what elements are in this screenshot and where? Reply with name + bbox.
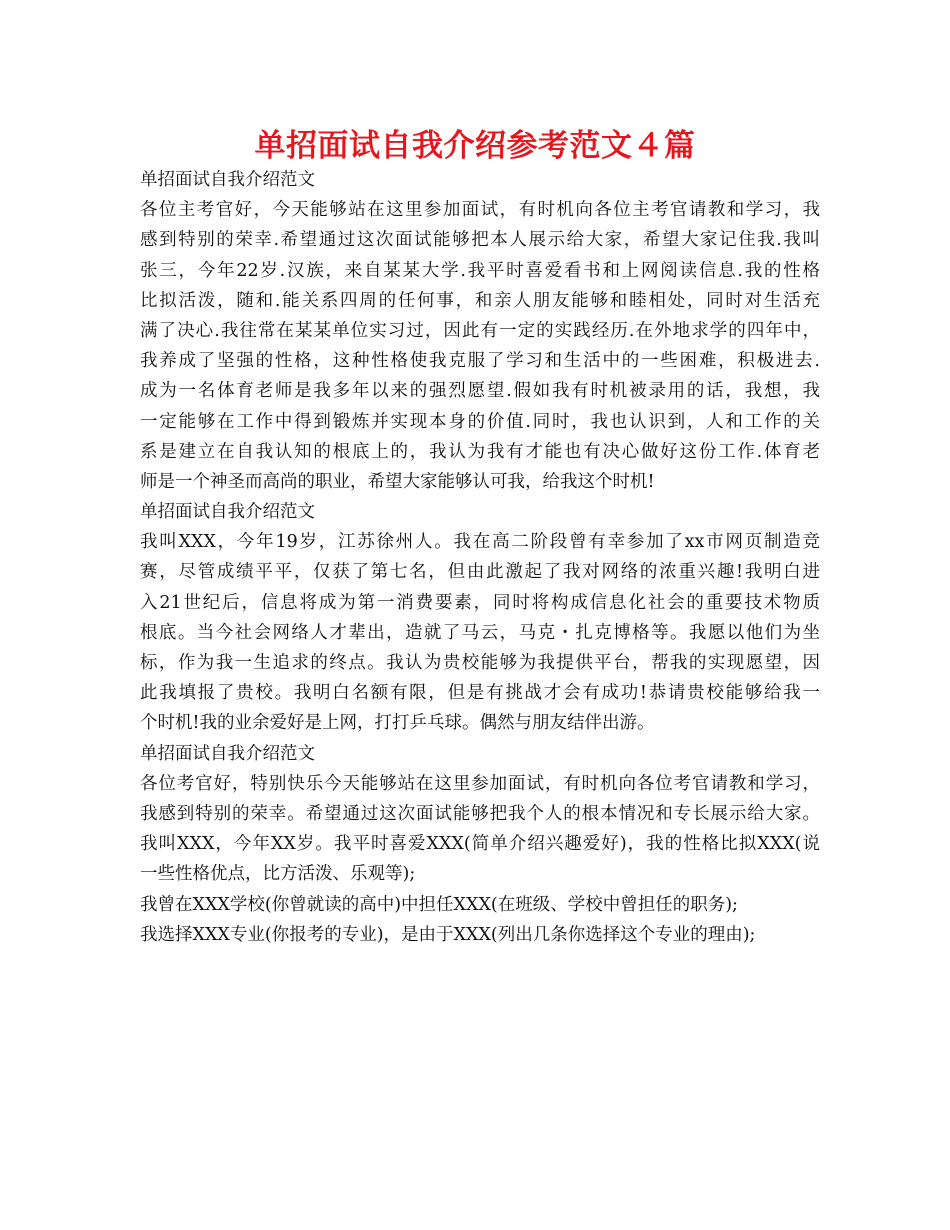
paragraph-line: 赛，尽管成绩平平，仅获了第七名，但由此激起了我对网络的浓重兴趣!我明白进: [140, 562, 820, 583]
paragraph-line: 感到特别的荣幸.希望通过这次面试能够把本人展示给大家，希望大家记住我.我叫: [140, 230, 820, 251]
paragraph-line: 个时机!我的业余爱好是上网，打打乒乓球。偶然与朋友结伴出游。: [140, 713, 655, 734]
paragraph-line: 成为一名体育老师是我多年以来的强烈愿望.假如我有时机被录用的话，我想，我: [140, 381, 820, 402]
paragraph-line: 我叫XXX，今年19岁，江苏徐州人。我在高二阶段曾有幸参加了xx市网页制造竞: [140, 532, 820, 553]
section-heading: 单招面试自我介绍范文: [140, 743, 315, 764]
paragraph-line: 系是建立在自我认知的根底上的，我认为我有才能也有决心做好这份工作.体育老: [140, 441, 820, 462]
section-heading: 单招面试自我介绍范文: [140, 170, 315, 190]
paragraph-line: 入21世纪后，信息将成为第一消费要素，同时将构成信息化社会的重要技术物质: [140, 592, 820, 613]
document-title: 单招面试自我介绍参考范文４篇: [254, 128, 696, 164]
paragraph-line: 我养成了坚强的性格，这种性格使我克服了学习和生活中的一些困难，积极进去.: [140, 351, 820, 372]
paragraph-line: 我感到特别的荣幸。希望通过这次面试能够把我个人的根本情况和专长展示给大家。: [140, 803, 820, 824]
paragraph-line: 各位主考官好，今天能够站在这里参加面试，有时机向各位主考官请教和学习，我: [140, 200, 820, 221]
section-2: [140, 497, 820, 739]
paragraph-line: 一些性格优点，比方活泼、乐观等);: [140, 864, 416, 885]
paragraph-line: 此我填报了贵校。我明白名额有限，但是有挑战才会有成功!恭请贵校能够给我一: [140, 683, 820, 704]
paragraph-line: 我曾在XXX学校(你曾就读的高中)中担任XXX(在班级、学校中曾担任的职务);: [140, 894, 738, 915]
section-heading: 单招面试自我介绍范文: [140, 502, 315, 523]
paragraph-line: 各位考官好，特别快乐今天能够站在这里参加面试，有时机向各位考官请教和学习，: [140, 773, 820, 794]
paragraph-line: 我叫XXX，今年XX岁。我平时喜爱XXX(简单介绍兴趣爱好)，我的性格比拟XXX(说: [140, 834, 820, 855]
paragraph-line: 比拟活泼，随和.能关系四周的任何事，和亲人朋友能够和睦相处，同时对生活充: [140, 290, 820, 311]
document-body: [140, 165, 820, 950]
paragraph-line: 张三，今年22岁.汉族，来自某某大学.我平时喜爱看书和上网阅读信息.我的性格: [140, 260, 820, 281]
section-3: [140, 739, 820, 950]
paragraph-line: 根底。当今社会网络人才辈出，造就了马云，马克・扎克博格等。我愿以他们为坐: [140, 622, 820, 643]
paragraph-line: 师是一个神圣而高尚的职业，希望大家能够认可我，给我这个时机!: [140, 471, 655, 492]
paragraph-line: 一定能够在工作中得到锻炼并实现本身的价值.同时，我也认识到，人和工作的关: [140, 411, 820, 432]
paragraph-line: 满了决心.我往常在某某单位实习过，因此有一定的实践经历.在外地求学的四年中，: [140, 320, 820, 341]
paragraph-line: 标，作为我一生追求的终点。我认为贵校能够为我提供平台，帮我的实现愿望，因: [140, 653, 820, 673]
section-1: [140, 165, 820, 497]
paragraph-line: 我选择XXX专业(你报考的专业)，是由于XXX(列出几条你选择这个专业的理由);: [140, 924, 756, 945]
